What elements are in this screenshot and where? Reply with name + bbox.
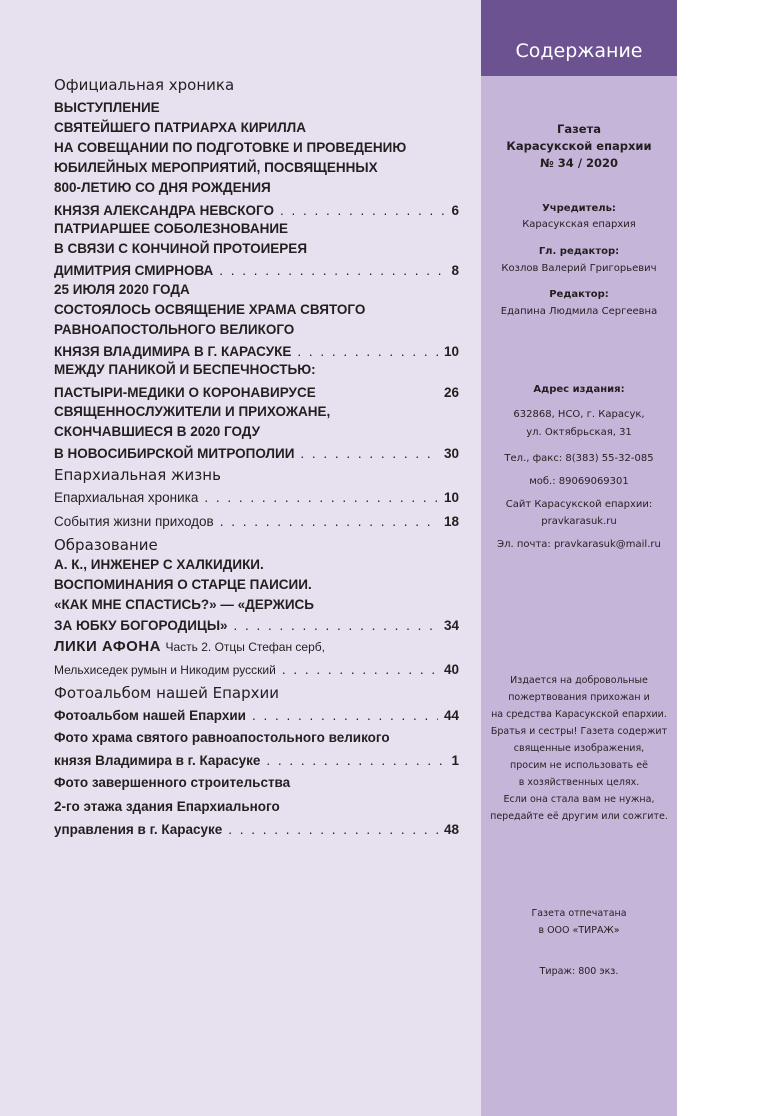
toc-entry-title: ДИМИТРИЯ СМИРНОВА	[54, 263, 214, 278]
page-number: 18	[443, 514, 459, 529]
address-label: Адрес издания:	[533, 384, 625, 395]
email: Эл. почта: pravkarasuk@mail.ru	[497, 539, 661, 550]
notice-line: Если она стала вам не нужна,	[503, 794, 655, 805]
toc-entry-line: СВЯЩЕННОСЛУЖИТЕЛИ И ПРИХОЖАНЕ,	[54, 404, 331, 419]
notice-line: в хозяйственных целях.	[518, 777, 640, 788]
toc-entry[interactable]	[54, 708, 459, 723]
page-number: 6	[451, 203, 459, 218]
printed-line: Газета отпечатана	[531, 908, 627, 919]
toc-entry-line: ВОСПОМИНАНИЯ О СТАРЦЕ ПАИСИИ.	[54, 577, 312, 592]
newspaper-diocese: Карасукской епархии	[506, 139, 652, 153]
page-number: 10	[443, 490, 459, 505]
dot-leader	[234, 618, 438, 633]
newspaper-name: Газета	[557, 122, 601, 136]
toc-entry-line: НА СОВЕЩАНИИ ПО ПОДГОТОВКЕ И ПРОВЕДЕНИЮ	[54, 140, 407, 155]
toc-entry-title: ЛИКИ АФОНА	[54, 638, 162, 655]
page-number: 30	[443, 446, 459, 461]
toc-entry-line: Фото завершенного строительства	[54, 775, 291, 790]
toc-entry[interactable]	[54, 446, 459, 461]
section-heading: Образование	[54, 536, 158, 554]
toc-entry-subtitle: Часть 2. Отцы Стефан серб,	[165, 640, 325, 654]
contents-title: Содержание	[515, 40, 643, 62]
toc-entry-line: А. К., ИНЖЕНЕР С ХАЛКИДИКИ.	[54, 557, 264, 572]
toc-entry[interactable]	[54, 753, 459, 768]
dot-leader	[252, 708, 438, 723]
toc-entry-title: КНЯЗЯ ВЛАДИМИРА В Г. КАРАСУКЕ	[54, 344, 292, 359]
dot-leader	[266, 753, 445, 768]
section-heading: Фотоальбом нашей Епархии	[54, 684, 279, 702]
toc-entry-line: СОСТОЯЛОСЬ ОСВЯЩЕНИЕ ХРАМА СВЯТОГО	[54, 302, 366, 317]
dot-leader	[228, 822, 438, 837]
toc-entry-line: В СВЯЗИ С КОНЧИНОЙ ПРОТОИЕРЕЯ	[54, 241, 308, 256]
toc-entry-line: СКОНЧАВШИЕСЯ В 2020 ГОДУ	[54, 424, 260, 439]
toc-entry[interactable]	[54, 203, 459, 218]
toc-entry[interactable]	[54, 385, 459, 400]
toc-entry-line: ВЫСТУПЛЕНИЕ	[54, 100, 160, 115]
phone: Тел., факс: 8(383) 55-32-085	[504, 453, 654, 464]
page-number: 34	[443, 618, 459, 633]
section-heading: Епархиальная жизнь	[54, 466, 221, 484]
notice-line: Издается на добровольные	[510, 675, 648, 686]
toc-entry-title: События жизни приходов	[54, 514, 214, 529]
page-number: 1	[451, 753, 459, 768]
founder-value: Карасукская епархия	[522, 219, 636, 230]
sidebar-header	[481, 0, 677, 76]
site-value: pravkarasuk.ru	[541, 516, 617, 527]
page-number: 48	[443, 822, 459, 837]
page-number: 26	[443, 385, 459, 400]
toc-entry-title: В НОВОСИБИРСКОЙ МИТРОПОЛИИ	[54, 446, 295, 461]
circulation: Тираж: 800 экз.	[539, 966, 619, 977]
toc-entry[interactable]	[54, 662, 459, 677]
page-number: 10	[443, 344, 459, 359]
toc-entry-title: ЗА ЮБКУ БОГОРОДИЦЫ»	[54, 618, 228, 633]
toc-entry[interactable]	[54, 514, 459, 529]
toc-entry-line: МЕЖДУ ПАНИКОЙ И БЕСПЕЧНОСТЬЮ:	[54, 362, 316, 377]
notice-line: священные изображения,	[513, 743, 645, 754]
address-line: 632868, НСО, г. Карасук,	[513, 409, 645, 420]
toc-entry[interactable]	[54, 490, 459, 505]
issue-number: № 34 / 2020	[539, 156, 619, 170]
site-label: Сайт Карасукской епархии:	[505, 499, 653, 510]
toc-entry-line: «КАК МНЕ СПАСТИСЬ?» — «ДЕРЖИСЬ	[54, 597, 314, 612]
toc-entry-title: Епархиальная хроника	[54, 490, 199, 505]
dot-leader	[220, 514, 438, 529]
toc-entry-title: Фотоальбом нашей Епархии	[54, 708, 246, 723]
notice-line: Братья и сестры! Газета содержит	[490, 726, 668, 737]
toc-entry-title: ПАСТЫРИ-МЕДИКИ О КОРОНАВИРУСЕ	[54, 385, 316, 400]
toc-entry-line: РАВНОАПОСТОЛЬНОГО ВЕЛИКОГО	[54, 322, 295, 337]
address-line: ул. Октябрьская, 31	[526, 427, 632, 438]
editor-label: Редактор:	[549, 289, 609, 300]
dot-leader	[300, 446, 438, 461]
toc-entry-line: ПАТРИАРШЕЕ СОБОЛЕЗНОВАНИЕ	[54, 221, 289, 236]
page-number: 44	[443, 708, 459, 723]
toc-entry-line: ЮБИЛЕЙНЫХ МЕРОПРИЯТИЙ, ПОСВЯЩЕННЫХ	[54, 160, 378, 175]
toc-entry-line	[54, 638, 459, 656]
section-heading: Официальная хроника	[54, 76, 235, 94]
dot-leader	[219, 263, 445, 278]
toc-entry-title: КНЯЗЯ АЛЕКСАНДРА НЕВСКОГО	[54, 203, 275, 218]
printed-line: в ООО «ТИРАЖ»	[538, 925, 620, 936]
dot-leader	[282, 662, 438, 677]
toc-entry-title: Мельхиседек румын и Никодим русский	[54, 663, 276, 677]
page-number: 8	[451, 263, 459, 278]
notice-line: передайте её другим или сожгите.	[490, 811, 668, 822]
toc-entry[interactable]	[54, 344, 459, 359]
editor-in-chief-label: Гл. редактор:	[538, 246, 620, 257]
toc-entry[interactable]	[54, 822, 459, 837]
mobile: моб.: 89069069301	[529, 476, 629, 487]
toc-entry-line: 800-ЛЕТИЮ СО ДНЯ РОЖДЕНИЯ	[54, 180, 271, 195]
notice-line: на средства Карасукской епархии.	[491, 709, 667, 720]
editor-in-chief-value: Козлов Валерий Григорьевич	[501, 263, 657, 274]
toc-entry-line: СВЯТЕЙШЕГО ПАТРИАРХА КИРИЛЛА	[54, 120, 306, 135]
toc-entry[interactable]	[54, 618, 459, 633]
dot-leader	[280, 203, 445, 218]
page-number: 40	[443, 662, 459, 677]
dot-leader	[297, 344, 438, 359]
editor-value: Едапина Людмила Сергеевна	[500, 306, 658, 317]
toc-entry[interactable]	[54, 263, 459, 278]
dot-leader	[204, 490, 438, 505]
notice-line: пожертвования прихожан и	[508, 692, 650, 703]
toc-entry-title: князя Владимира в г. Карасуке	[54, 753, 261, 768]
toc-entry-title: управления в г. Карасуке	[54, 822, 223, 837]
toc-entry-line: 25 ИЮЛЯ 2020 ГОДА	[54, 282, 190, 297]
toc-entry-line: 2-го этажа здания Епархиального	[54, 799, 280, 814]
notice-line: просим не использовать её	[510, 760, 648, 771]
founder-label: Учредитель:	[542, 203, 616, 214]
toc-entry-line: Фото храма святого равноапостольного великого	[54, 730, 390, 745]
